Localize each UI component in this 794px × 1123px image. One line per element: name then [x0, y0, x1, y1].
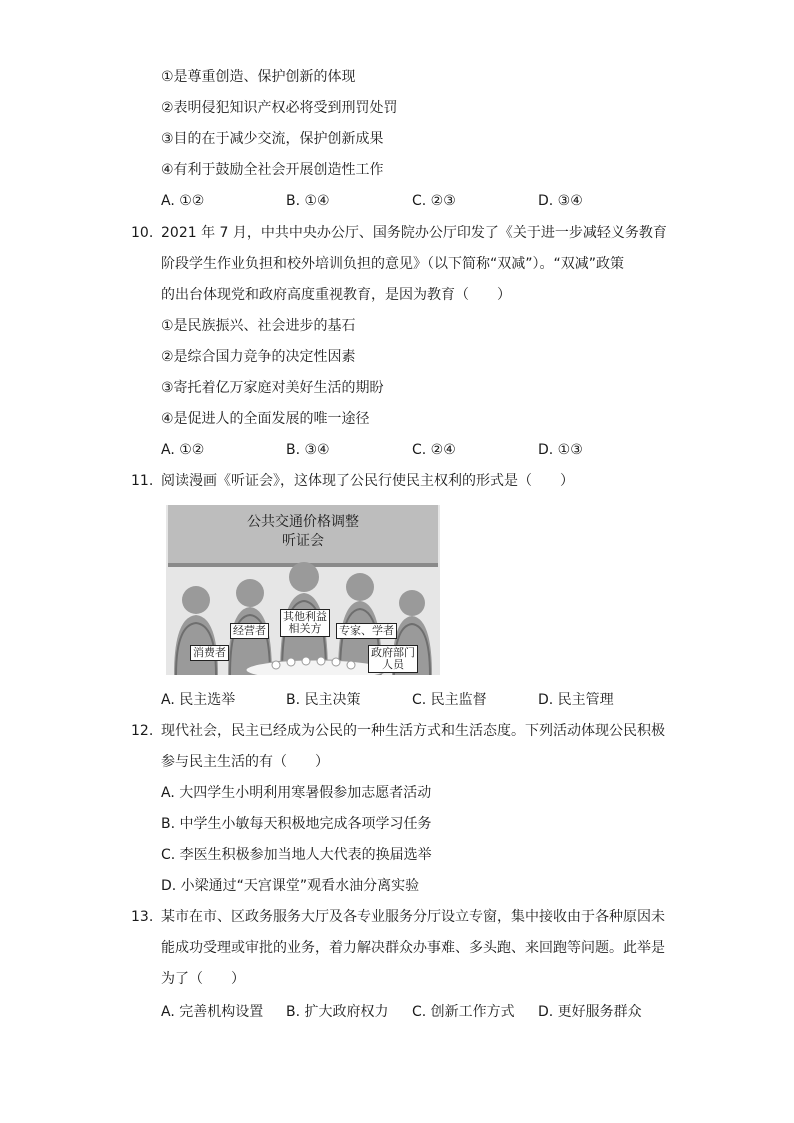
person-head	[399, 590, 425, 616]
q12-option-b: B. 中学生小敏每天积极地完成各项学习任务	[161, 816, 432, 832]
q12-stem-line-2: 参与民主生活的有（ ）	[161, 754, 329, 770]
hearing-cartoon	[166, 505, 440, 675]
flower	[347, 661, 355, 669]
q12-stem-line-1: 现代社会，民主已经成为公民的一种生活方式和生活态度。下列活动体现公民积极	[161, 723, 665, 739]
q9-option-c: C. ②③	[412, 193, 456, 209]
q10-statement-3: ③寄托着亿万家庭对美好生活的期盼	[161, 380, 384, 396]
label-government-staff	[368, 645, 418, 673]
q10-stem-line-2: 阶段学生作业负担和校外培训负担的意见》（以下简称“双减”）。“双减”政策	[161, 256, 625, 272]
q13-option-d: D. 更好服务群众	[538, 1004, 642, 1020]
q10-number: 10.	[131, 225, 154, 241]
q11-option-c: C. 民主监督	[412, 692, 487, 708]
label-other-parties	[280, 609, 330, 637]
q10-option-c: C. ②④	[412, 442, 456, 458]
q9-option-a: A. ①②	[161, 193, 205, 209]
q9-statement-1: ①是尊重创造、保护创新的体现	[161, 69, 356, 85]
person-head	[346, 573, 374, 601]
banner-title-line-2: 听证会	[282, 533, 324, 549]
label-experts: 专家、学者	[336, 623, 397, 639]
q13-stem-line-2: 能成功受理或审批的业务，着力解决群众办事难、多头跑、来回跑等问题。此举是	[161, 940, 665, 956]
q10-statement-2: ②是综合国力竞争的决定性因素	[161, 349, 356, 365]
q9-option-d: D. ③④	[538, 193, 583, 209]
person-head	[182, 586, 210, 614]
banner-title	[166, 513, 440, 551]
q13-option-a: A. 完善机构设置	[161, 1004, 264, 1020]
q10-stem-line-1: 2021 年 7 月，中共中央办公厅、国务院办公厅印发了《关于进一步减轻义务教育	[161, 225, 667, 241]
label-other-parties-line-1: 其他利益	[283, 610, 327, 623]
label-government-staff-line-2: 人员	[382, 658, 404, 671]
q9-option-b: B. ①④	[286, 193, 330, 209]
q11-stem: 阅读漫画《听证会》，这体现了公民行使民主权利的形式是（ ）	[161, 473, 574, 489]
q12-number: 12.	[131, 723, 154, 739]
q13-option-c: C. 创新工作方式	[412, 1004, 515, 1020]
q9-statement-4: ④有利于鼓励全社会开展创造性工作	[161, 162, 384, 178]
q10-option-b: B. ③④	[286, 442, 330, 458]
q13-option-b: B. 扩大政府权力	[286, 1004, 389, 1020]
label-other-parties-line-2: 相关方	[288, 622, 322, 635]
label-consumer: 消费者	[190, 645, 229, 661]
q13-number: 13.	[131, 909, 154, 925]
label-government-staff-line-1: 政府部门	[371, 646, 415, 659]
person-head	[289, 562, 319, 592]
q10-statement-1: ①是民族振兴、社会进步的基石	[161, 318, 356, 334]
q10-option-a: A. ①②	[161, 442, 205, 458]
q12-option-d: D. 小梁通过“天宫课堂”观看水油分离实验	[161, 878, 420, 894]
person-head	[236, 579, 264, 607]
label-operator: 经营者	[230, 623, 269, 639]
flower	[302, 657, 310, 665]
q10-statement-4: ④是促进人的全面发展的唯一途径	[161, 411, 370, 427]
banner-title-line-1: 公共交通价格调整	[247, 514, 359, 530]
q13-stem-line-3: 为了（ ）	[161, 971, 245, 987]
q12-option-c: C. 李医生积极参加当地人大代表的换届选举	[161, 847, 432, 863]
flower	[272, 661, 280, 669]
q10-option-d: D. ①③	[538, 442, 583, 458]
flower	[287, 658, 295, 666]
q13-stem-line-1: 某市在市、区政务服务大厅及各专业服务分厅设立专窗，集中接收由于各种原因未	[161, 909, 665, 925]
flower	[317, 657, 325, 665]
flower	[332, 658, 340, 666]
q11-option-d: D. 民主管理	[538, 692, 614, 708]
q9-statement-3: ③目的在于减少交流，保护创新成果	[161, 131, 384, 147]
q11-number: 11.	[131, 473, 154, 489]
q9-statement-2: ②表明侵犯知识产权必将受到刑罚处罚	[161, 100, 398, 116]
q11-option-a: A. 民主选举	[161, 692, 236, 708]
q11-option-b: B. 民主决策	[286, 692, 361, 708]
q12-option-a: A. 大四学生小明利用寒暑假参加志愿者活动	[161, 785, 432, 801]
q10-stem-line-3: 的出台体现党和政府高度重视教育，是因为教育（ ）	[161, 287, 511, 303]
